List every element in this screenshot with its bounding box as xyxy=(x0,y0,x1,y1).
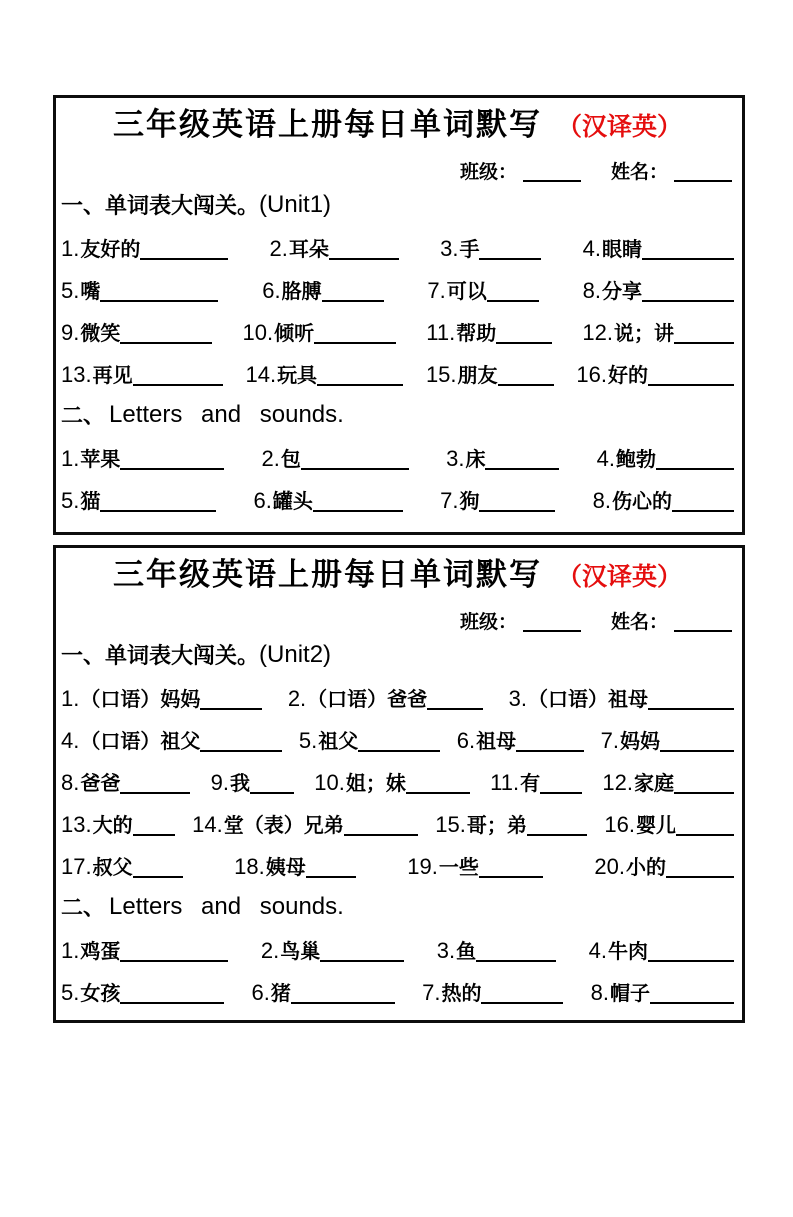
item-number: 7. xyxy=(422,980,441,1005)
sheet-title xyxy=(61,548,734,596)
item-number: 4. xyxy=(596,446,615,471)
word-item xyxy=(261,940,404,962)
word-item xyxy=(314,772,470,794)
item-word: 友好的 xyxy=(80,239,141,261)
item-number: 12. xyxy=(602,770,633,795)
word-item xyxy=(61,814,175,836)
answer-blank[interactable] xyxy=(496,326,552,344)
answer-blank[interactable] xyxy=(642,284,734,302)
word-row xyxy=(61,800,734,842)
item-word: 伤心的 xyxy=(612,491,672,513)
name-blank[interactable] xyxy=(674,164,732,182)
answer-blank[interactable] xyxy=(527,818,587,836)
item-word: 鸡蛋 xyxy=(80,941,121,963)
answer-blank[interactable] xyxy=(320,944,404,962)
word-row xyxy=(61,758,734,800)
class-label: 班级： xyxy=(459,162,517,183)
word-item xyxy=(192,814,418,836)
item-word: 苹果 xyxy=(80,449,121,471)
item-number: 11. xyxy=(490,770,520,795)
item-number: 8. xyxy=(592,488,611,513)
word-item xyxy=(593,490,734,512)
item-number: 5. xyxy=(61,278,80,303)
item-word: （口语）爸爸 xyxy=(307,689,428,711)
answer-blank[interactable] xyxy=(540,776,582,794)
item-number: 3. xyxy=(508,686,527,711)
word-item xyxy=(61,856,183,878)
item-word: 再见 xyxy=(92,365,133,387)
item-number: 5. xyxy=(298,728,318,753)
section-heading-latin: Letters and sounds. xyxy=(109,401,344,428)
word-item xyxy=(509,688,734,710)
item-number: 4. xyxy=(582,236,601,261)
sheet-title xyxy=(61,98,734,146)
item-word: 热的 xyxy=(441,983,482,1005)
item-word: 帮助 xyxy=(456,323,497,345)
item-word: 婴儿 xyxy=(635,815,676,837)
item-word: 包 xyxy=(280,449,301,471)
word-item xyxy=(604,814,734,836)
word-item xyxy=(61,940,228,962)
word-item xyxy=(427,280,538,302)
word-item xyxy=(299,730,440,752)
answer-blank[interactable] xyxy=(487,284,539,302)
word-row xyxy=(61,224,734,266)
item-number: 13. xyxy=(61,362,92,387)
answer-blank[interactable] xyxy=(648,944,734,962)
answer-blank[interactable] xyxy=(120,944,228,962)
answer-blank[interactable] xyxy=(133,860,183,878)
item-word: （口语）祖父 xyxy=(80,731,201,753)
word-item xyxy=(288,688,483,710)
word-item xyxy=(440,238,541,260)
item-word: 鱼 xyxy=(456,941,477,963)
answer-blank[interactable] xyxy=(120,452,224,470)
class-blank[interactable] xyxy=(523,164,581,182)
answer-blank[interactable] xyxy=(656,452,734,470)
item-number: 19. xyxy=(407,854,438,879)
item-number: 12. xyxy=(582,320,613,345)
item-number: 4. xyxy=(61,728,80,753)
answer-blank[interactable] xyxy=(322,284,384,302)
item-number: 16. xyxy=(604,812,635,837)
answer-blank[interactable] xyxy=(317,368,403,386)
answer-blank[interactable] xyxy=(674,776,734,794)
section-heading xyxy=(61,884,734,926)
item-number: 7. xyxy=(600,728,619,753)
word-item xyxy=(426,322,552,344)
word-item xyxy=(61,490,216,512)
answer-blank[interactable] xyxy=(306,860,356,878)
item-word: 有 xyxy=(520,773,541,795)
word-row xyxy=(61,434,734,476)
answer-blank[interactable] xyxy=(672,494,734,512)
answer-blank[interactable] xyxy=(479,494,555,512)
word-item xyxy=(262,448,409,470)
section-heading-cn: 一、单词表大闯关。 xyxy=(61,643,260,668)
answer-blank[interactable] xyxy=(427,692,483,710)
word-item xyxy=(245,364,403,386)
item-number: 6. xyxy=(262,278,281,303)
word-item xyxy=(243,322,397,344)
item-number: 17. xyxy=(61,854,92,879)
word-item xyxy=(61,322,212,344)
answer-blank[interactable] xyxy=(344,818,418,836)
sheet-title-text: 三年级英语上册每日单词默写 xyxy=(113,107,543,142)
word-row xyxy=(61,308,734,350)
word-item xyxy=(437,940,556,962)
word-item xyxy=(583,280,734,302)
answer-blank[interactable] xyxy=(660,734,734,752)
answer-blank[interactable] xyxy=(140,242,228,260)
sheet-title-note: （汉译英） xyxy=(556,564,682,591)
item-number: 15. xyxy=(435,812,466,837)
word-item xyxy=(61,982,224,1004)
item-number: 10. xyxy=(242,320,274,345)
item-word: 我 xyxy=(230,773,250,795)
word-item xyxy=(422,982,563,1004)
answer-blank[interactable] xyxy=(648,368,734,386)
item-word: 手 xyxy=(459,239,480,261)
item-word: 微笑 xyxy=(80,323,121,345)
item-number: 2. xyxy=(287,686,307,711)
answer-blank[interactable] xyxy=(358,734,440,752)
word-item xyxy=(440,490,555,512)
item-word: 玩具 xyxy=(277,365,318,387)
item-word: 牛肉 xyxy=(607,941,648,963)
section-heading-cn: 一、单词表大闯关。 xyxy=(61,193,260,218)
section-heading-cn: 二、 xyxy=(61,895,106,920)
item-number: 6. xyxy=(251,980,270,1005)
word-item xyxy=(594,856,734,878)
item-number: 10. xyxy=(314,770,345,795)
answer-blank[interactable] xyxy=(100,284,218,302)
item-number: 2. xyxy=(261,446,280,471)
item-number: 1. xyxy=(61,446,80,471)
word-row xyxy=(61,266,734,308)
answer-blank[interactable] xyxy=(314,326,396,344)
answer-blank[interactable] xyxy=(516,734,584,752)
item-number: 9. xyxy=(210,770,229,795)
worksheet-sheet-unit1 xyxy=(53,95,745,535)
item-word: 姐；妹 xyxy=(345,773,406,795)
word-item xyxy=(426,364,554,386)
word-row xyxy=(61,926,734,968)
item-number: 1. xyxy=(61,686,80,711)
item-word: 一些 xyxy=(438,857,479,879)
item-word: 猪 xyxy=(270,983,291,1005)
class-blank[interactable] xyxy=(523,614,581,632)
item-number: 8. xyxy=(582,278,601,303)
item-word: 胳膊 xyxy=(281,281,322,303)
item-number: 3. xyxy=(440,236,459,261)
item-word: 倾听 xyxy=(274,323,315,345)
answer-blank[interactable] xyxy=(200,734,282,752)
item-number: 4. xyxy=(588,938,607,963)
sheet-body xyxy=(61,632,734,1010)
item-number: 3. xyxy=(436,938,456,963)
item-word: 猫 xyxy=(80,491,101,513)
answer-blank[interactable] xyxy=(301,452,409,470)
item-word: 可以 xyxy=(446,281,487,303)
item-number: 2. xyxy=(260,938,280,963)
answer-blank[interactable] xyxy=(674,326,734,344)
answer-blank[interactable] xyxy=(676,818,734,836)
item-word: 鸟巢 xyxy=(280,941,321,963)
section-heading-latin: (Unit2) xyxy=(259,641,332,668)
item-number: 6. xyxy=(456,728,476,753)
item-word: 好的 xyxy=(608,365,648,387)
answer-blank[interactable] xyxy=(642,242,734,260)
item-word: 家庭 xyxy=(633,773,674,795)
word-item xyxy=(61,448,224,470)
word-item xyxy=(589,940,734,962)
word-row xyxy=(61,716,734,758)
word-item xyxy=(211,772,294,794)
word-row xyxy=(61,350,734,392)
item-word: 朋友 xyxy=(457,365,498,387)
answer-blank[interactable] xyxy=(313,494,403,512)
item-number: 9. xyxy=(61,320,80,345)
answer-blank[interactable] xyxy=(479,860,543,878)
item-word: 分享 xyxy=(601,281,642,303)
word-item xyxy=(252,982,395,1004)
item-number: 20. xyxy=(594,854,625,879)
item-number: 3. xyxy=(446,446,465,471)
word-item xyxy=(435,814,587,836)
item-word: 大的 xyxy=(92,815,133,837)
sheet-title-note: （汉译英） xyxy=(556,114,682,141)
worksheet-sheet-unit2 xyxy=(53,545,745,1023)
word-item xyxy=(61,238,228,260)
item-number: 14. xyxy=(245,362,277,387)
answer-blank[interactable] xyxy=(650,986,734,1004)
item-word: 嘴 xyxy=(80,281,101,303)
answer-blank[interactable] xyxy=(133,818,175,836)
word-item xyxy=(490,772,582,794)
answer-blank[interactable] xyxy=(479,242,541,260)
item-number: 7. xyxy=(427,278,446,303)
name-label: 姓名： xyxy=(610,612,668,633)
word-item xyxy=(591,982,734,1004)
item-number: 7. xyxy=(440,488,459,513)
answer-blank[interactable] xyxy=(120,986,224,1004)
word-item xyxy=(601,730,734,752)
item-word: 鲍勃 xyxy=(616,449,656,471)
item-word: 祖母 xyxy=(476,731,517,753)
answer-blank[interactable] xyxy=(250,776,294,794)
word-item xyxy=(457,730,584,752)
answer-blank[interactable] xyxy=(120,776,190,794)
item-number: 11. xyxy=(426,320,456,345)
item-number: 8. xyxy=(590,980,609,1005)
item-number: 8. xyxy=(61,770,80,795)
section-heading-latin: (Unit1) xyxy=(259,191,332,218)
word-item xyxy=(61,730,282,752)
item-word: 小的 xyxy=(625,857,666,879)
word-item xyxy=(61,364,223,386)
word-row xyxy=(61,674,734,716)
answer-blank[interactable] xyxy=(100,494,216,512)
name-label: 姓名： xyxy=(610,162,668,183)
word-item xyxy=(597,448,734,470)
section-heading xyxy=(61,182,734,224)
item-word: 说；讲 xyxy=(613,323,674,345)
word-item xyxy=(61,772,190,794)
item-word: 狗 xyxy=(459,491,480,513)
word-item xyxy=(583,238,734,260)
item-number: 18. xyxy=(234,854,265,879)
answer-blank[interactable] xyxy=(200,692,262,710)
item-word: （口语）祖母 xyxy=(527,689,648,711)
answer-blank[interactable] xyxy=(406,776,470,794)
item-word: 耳朵 xyxy=(288,239,329,261)
item-word: 罐头 xyxy=(272,491,313,513)
answer-blank[interactable] xyxy=(120,326,212,344)
item-number: 13. xyxy=(61,812,92,837)
section-heading xyxy=(61,392,734,434)
name-blank[interactable] xyxy=(674,614,732,632)
item-word: 哥；弟 xyxy=(466,815,527,837)
word-row xyxy=(61,842,734,884)
answer-blank[interactable] xyxy=(648,692,734,710)
answer-blank[interactable] xyxy=(481,986,563,1004)
item-word: 帽子 xyxy=(610,983,650,1005)
section-heading-cn: 二、 xyxy=(61,403,106,428)
item-number: 16. xyxy=(576,362,607,387)
class-label: 班级： xyxy=(459,612,517,633)
word-item xyxy=(576,364,734,386)
item-word: 堂（表）兄弟 xyxy=(223,815,344,837)
item-word: 眼睛 xyxy=(602,239,642,261)
sheet-body xyxy=(61,182,734,518)
item-number: 6. xyxy=(253,488,272,513)
answer-blank[interactable] xyxy=(329,242,399,260)
item-number: 1. xyxy=(61,938,80,963)
item-number: 2. xyxy=(269,236,288,261)
word-item xyxy=(602,772,734,794)
class-name-line xyxy=(61,596,734,632)
word-item xyxy=(407,856,543,878)
item-word: 妈妈 xyxy=(619,731,660,753)
word-item xyxy=(61,688,262,710)
sheet-title-text: 三年级英语上册每日单词默写 xyxy=(113,557,543,592)
word-item xyxy=(234,856,356,878)
section-heading-latin: Letters and sounds. xyxy=(109,893,344,920)
answer-blank[interactable] xyxy=(133,368,223,386)
item-word: 爸爸 xyxy=(80,773,121,795)
item-number: 15. xyxy=(425,362,457,387)
item-word: 祖父 xyxy=(318,731,359,753)
answer-blank[interactable] xyxy=(498,368,554,386)
answer-blank[interactable] xyxy=(485,452,559,470)
item-word: 床 xyxy=(465,449,486,471)
word-item xyxy=(61,280,218,302)
word-row xyxy=(61,968,734,1010)
answer-blank[interactable] xyxy=(476,944,556,962)
word-item xyxy=(582,322,734,344)
section-heading xyxy=(61,632,734,674)
item-word: 女孩 xyxy=(80,983,121,1005)
item-number: 5. xyxy=(61,488,80,513)
item-word: 姨母 xyxy=(265,857,306,879)
answer-blank[interactable] xyxy=(666,860,734,878)
item-word: （口语）妈妈 xyxy=(80,689,201,711)
word-item xyxy=(446,448,559,470)
item-number: 5. xyxy=(61,980,80,1005)
word-item xyxy=(254,490,403,512)
word-item xyxy=(270,238,399,260)
answer-blank[interactable] xyxy=(291,986,395,1004)
item-number: 14. xyxy=(192,812,223,837)
item-word: 叔父 xyxy=(92,857,133,879)
item-number: 1. xyxy=(61,236,80,261)
class-name-line xyxy=(61,146,734,182)
word-row xyxy=(61,476,734,518)
word-item xyxy=(262,280,383,302)
